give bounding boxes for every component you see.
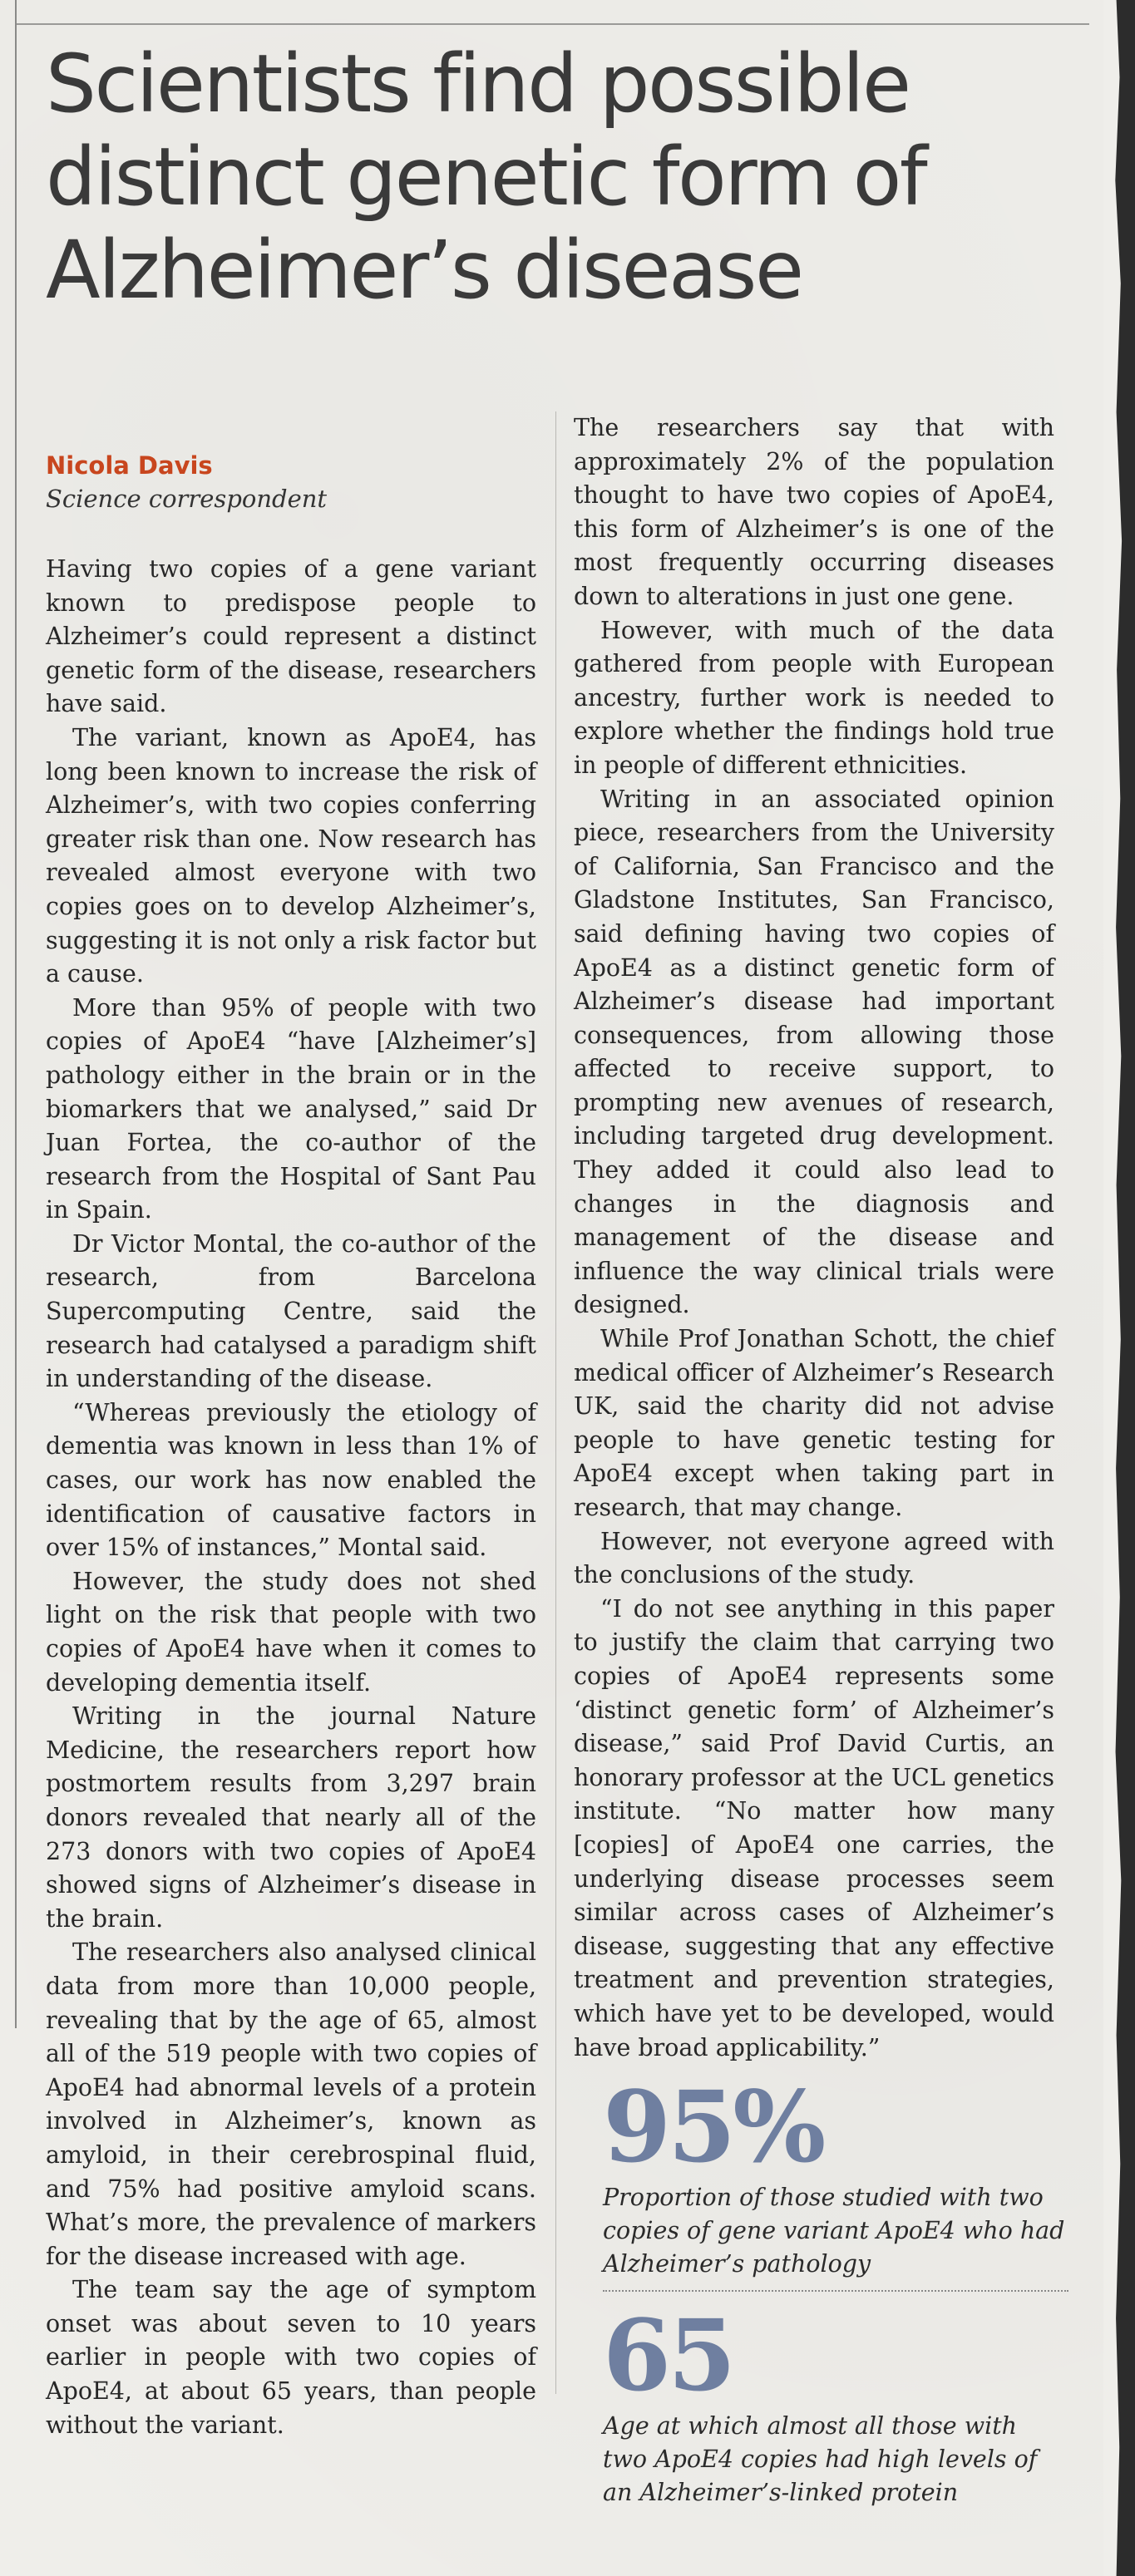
paragraph: However, not everyone agreed with the conclusions of the study. (574, 1527, 1054, 1589)
fact-number: 95% (603, 2069, 823, 2184)
byline (46, 449, 545, 515)
fact-box-95 (603, 2069, 1068, 2281)
author-name: Nicola Davis (46, 451, 213, 480)
article-column-1 (46, 553, 536, 2442)
fact-number: 65 (603, 2298, 733, 2413)
column-divider (555, 411, 556, 2394)
left-column-rule (15, 0, 17, 2028)
paragraph: The team say the age of symptom onset was about seven to 10 years earlier in people with two copies of ApoE4, at about 65 years, than people without the variant. (46, 2276, 536, 2439)
paragraph: “Whereas previously the etiology of dementia was known in less than 1% of cases, our work has now enabled the identification of causative factors in over 15% of instances,” Montal said. (46, 1398, 536, 1562)
paragraph: Dr Victor Montal, the co-author of the research, from Barcelona Supercomputing Centre, said the research had catalysed a paradigm shift in understanding of the disease. (46, 1229, 536, 1393)
fact-caption: Proportion of those studied with two copies of gene variant ApoE4 who had Alzheimer’s pathology (603, 2184, 1065, 2278)
top-rule (17, 23, 1089, 25)
paragraph: However, the study does not shed light on the risk that people with two copies of ApoE4 have when it comes to developing dementia itself. (46, 1567, 536, 1697)
article-headline: Scientists find possible distinct genetic form of Alzheimer’s disease (46, 37, 926, 317)
paragraph: However, with much of the data gathered from people with European ancestry, further work is needed to explore whether the findings hold true in people of different ethnicities. (574, 616, 1054, 779)
paragraph: The variant, known as ApoE4, has long been known to increase the risk of Alzheimer’s, with two copies conferring greater risk than one. Now research has revealed almost everyone with two copies goes on to develop Alzheimer’s, suggesting it is not only a risk factor but a cause. (46, 723, 536, 988)
article-column-2 (574, 411, 1054, 2065)
paragraph: More than 95% of people with two copies of ApoE4 “have [Alzheimer’s] pathology either in the brain or in the biomarkers that we analysed,” said Dr Juan Fortea, the co-author of the research from the Hospital of Sant Pau in Spain. (46, 993, 536, 1224)
paragraph: “I do not see anything in this paper to justify the claim that carrying two copies of ApoE4 represents some ‘distinct genetic form’ of Alzheimer’s disease,” said Prof David Curtis, an honorary professor at the UCL genetics institute. “No matter how many [copies] of ApoE4 one carries, the underlying disease processes seem similar across cases of Alzheimer’s disease, suggesting that any effective treatment and prevention strategies, which have yet to be developed, would have broad applicability.” (574, 1594, 1054, 2061)
paragraph: Having two copies of a gene variant known to predispose people to Alzheimer’s could represent a distinct genetic form of the disease, researchers have said. (46, 555, 536, 718)
paragraph: While Prof Jonathan Schott, the chief medical officer of Alzheimer’s Research UK, said the charity did not advise people to have genetic testing for ApoE4 except when taking part in research, that may change. (574, 1325, 1054, 1521)
paragraph: Writing in an associated opinion piece, researchers from the University of California, San Francisco and the Gladstone Institutes, San Francisco, said defining having two copies of ApoE4 as a distinct genetic form of Alzheimer’s disease had important consequences, from allowing those affected to receive support, to prompting new avenues of research, including targeted drug development. They added it could also lead to changes in the diagnosis and management of the disease and influence the way clinical trials were designed. (574, 785, 1054, 1319)
paragraph: Writing in the journal Nature Medicine, the researchers report how postmortem results from 3,297 brain donors revealed that nearly all of the 273 donors with two copies of ApoE4 showed signs of Alzheimer’s disease in the brain. (46, 1702, 536, 1933)
fact-separator (603, 2290, 1068, 2292)
paragraph: The researchers say that with approximately 2% of the population thought to have two copies of ApoE4, this form of Alzheimer’s is one of the most frequently occurring diseases down to alterations in just one gene. (574, 414, 1054, 610)
fact-box-65 (603, 2298, 1068, 2510)
paragraph: The researchers also analysed clinical data from more than 10,000 people, revealing that by the age of 65, almost all of the 519 people with two copies of ApoE4 had abnormal levels of a protein involved in Alzheimer’s, known as amyloid, in their cerebrospinal fluid, and 75% had positive amyloid scans. What’s more, the prevalence of markers for the disease increased with age. (46, 1938, 536, 2270)
fact-caption: Age at which almost all those with two ApoE4 copies had high levels of an Alzheimer’s-linked protein (603, 2412, 1038, 2506)
author-role: Science correspondent (46, 485, 328, 513)
